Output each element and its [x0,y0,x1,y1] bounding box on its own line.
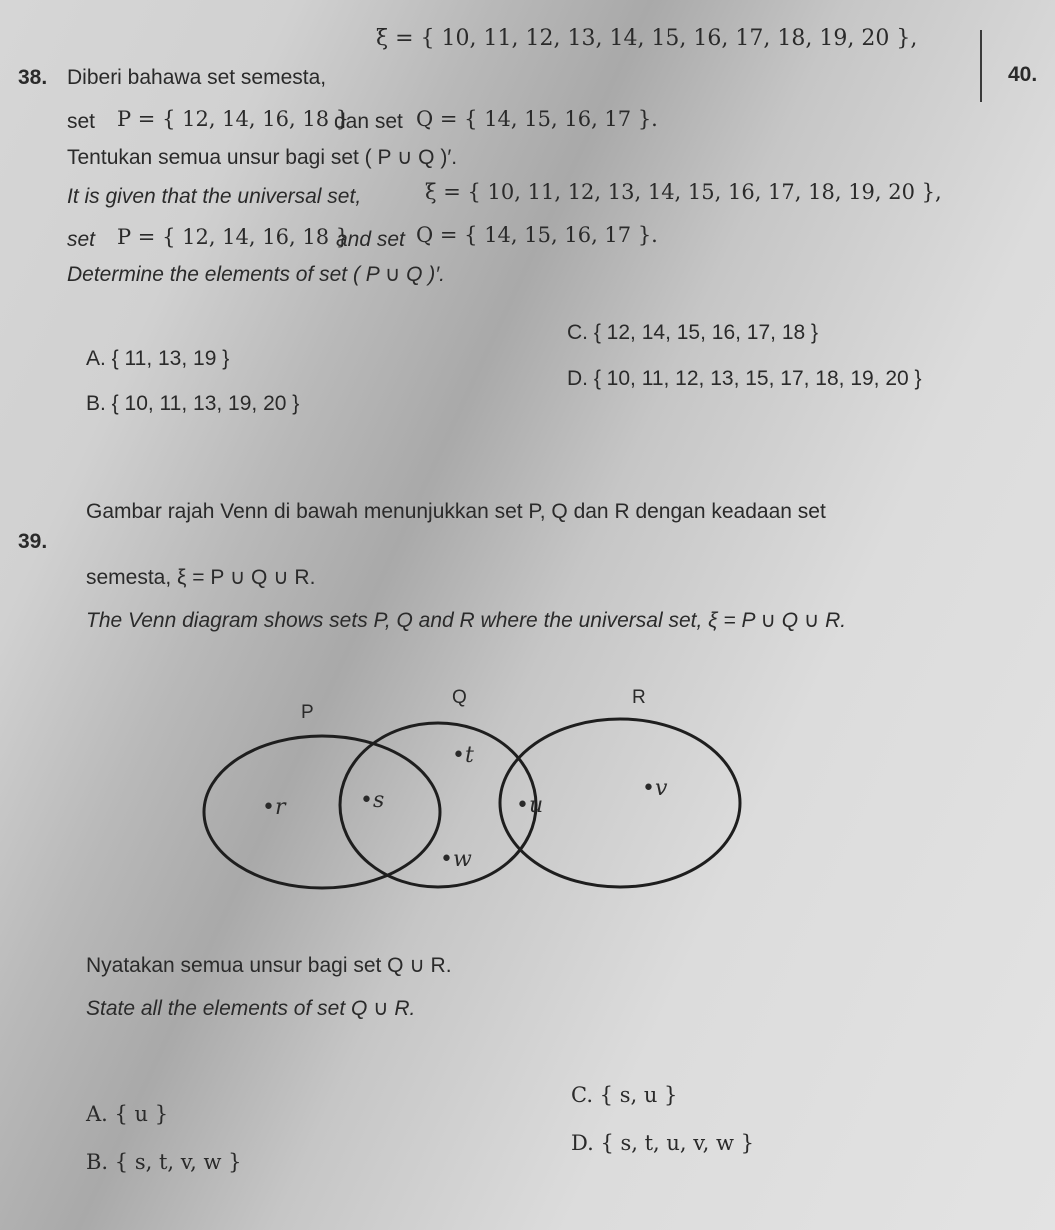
venn-element-u: •u [516,793,544,818]
q38-set-word-en: set [67,228,96,251]
q38-number: 38. [18,66,48,89]
q39-line1-ms: Gambar rajah Venn di bawah menunjukkan set P, Q dan R dengan keadaan set [86,500,826,523]
q39-question-en: State all the elements of set Q ∪ R. [86,997,416,1020]
venn-element-r: •r [262,795,286,820]
q38-and-set: and set [336,228,405,251]
q38-set-word: set [67,110,96,133]
q38-option-c: C. { 12, 14, 15, 16, 17, 18 } [567,321,819,344]
q39-number: 39. [18,530,48,553]
q38-q-set-ms: Q = { 14, 15, 16, 17 }. [416,107,658,131]
q40-number: 40. [1008,63,1038,86]
venn-element-s: •s [360,788,385,813]
set-p-circle [204,736,440,888]
q38-option-b: B. { 10, 11, 13, 19, 20 } [86,392,300,415]
venn-label-q: Q [452,687,467,708]
q38-p-set-en: P = { 12, 14, 16, 18 } [117,225,350,249]
q39-option-d: D. { s, t, u, v, w } [571,1131,755,1155]
venn-element-w: •w [440,847,472,872]
q39-question-ms: Nyatakan semua unsur bagi set Q ∪ R. [86,954,452,977]
q38-line1-en: It is given that the universal set, [67,185,362,208]
q38-line1-ms: Diberi bahawa set semesta, [67,66,327,89]
q38-question-ms: Tentukan semua unsur bagi set ( P ∪ Q )′. [67,146,458,169]
q39-line2-ms: semesta, ξ = P ∪ Q ∪ R. [86,566,316,589]
q38-dan-set: dan set [334,110,403,133]
q39-option-b: B. { s, t, v, w } [86,1150,242,1174]
q38-question-en: Determine the elements of set ( P ∪ Q )′. [67,263,445,286]
q39-option-c: C. { s, u } [571,1083,678,1107]
q38-option-a: A. { 11, 13, 19 } [86,347,230,370]
q39-option-a: A. { u } [86,1102,169,1126]
q38-xi-set-en: ξ = { 10, 11, 12, 13, 14, 15, 16, 17, 18, 19, 20 }, [425,180,942,204]
venn-label-p: P [301,702,314,723]
venn-element-v: •v [642,776,668,801]
venn-label-r: R [632,687,646,708]
q39-line-en: The Venn diagram shows sets P, Q and R where the universal set, ξ = P ∪ Q ∪ R. [86,609,847,632]
q38-q-set-en: Q = { 14, 15, 16, 17 }. [416,223,658,247]
q38-xi-set-ms: ξ = { 10, 11, 12, 13, 14, 15, 16, 17, 18, 19, 20 }, [376,26,918,51]
q38-p-set-ms: P = { 12, 14, 16, 18 } [117,107,350,131]
venn-element-t: •t [452,743,474,768]
q38-option-d: D. { 10, 11, 12, 13, 15, 17, 18, 19, 20 } [567,367,922,390]
